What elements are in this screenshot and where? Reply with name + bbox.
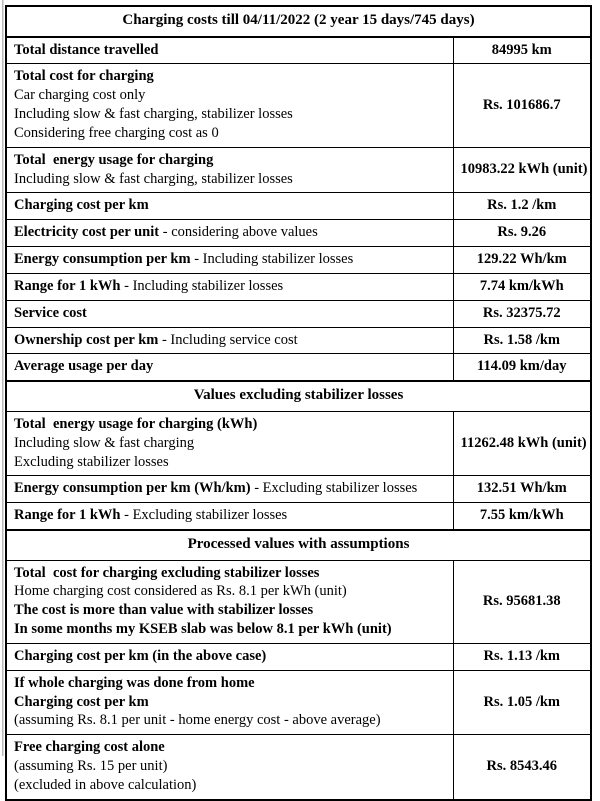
row-label-text: The cost is more than value with stabilizer losses [14, 602, 314, 619]
row-value-cell: 7.55 km/kWh [453, 503, 591, 530]
row-label-text: Charging cost per km (in the above case) [14, 647, 267, 664]
row-label-cell [6, 64, 453, 147]
row-value-cell: Rs. 95681.38 [453, 560, 591, 643]
row-label-line [14, 564, 446, 583]
row-value-cell: 10983.22 kWh (unit) [453, 147, 591, 193]
row-label-text: Including slow & fast charging, stabilizer losses [14, 170, 293, 187]
row-value-cell: 114.09 km/day [453, 354, 591, 381]
row-label-line [14, 693, 446, 712]
row-label-line [14, 67, 446, 86]
row-label-text: Energy consumption per km (Wh/km) [14, 480, 251, 497]
row-label-line [14, 196, 446, 215]
row-label-line [14, 582, 446, 601]
row-label-line [14, 674, 446, 693]
row-label-text: Total energy usage for charging [14, 151, 214, 168]
table-row [6, 735, 591, 800]
row-label-cell [6, 300, 453, 327]
row-label-text: Energy consumption per km [14, 251, 191, 268]
row-label-cell [6, 735, 453, 800]
row-label-text: Excluding stabilizer losses [14, 453, 169, 470]
section-header-row [6, 530, 591, 560]
table-row [6, 643, 591, 670]
row-label-text: - Including stabilizer losses [120, 277, 284, 294]
row-label-line [14, 601, 446, 620]
table-row [6, 670, 591, 735]
section-header-label: Values excluding stabilizer losses [6, 381, 591, 411]
row-label-text: Charging cost per km [14, 693, 149, 710]
table-title-row [6, 6, 591, 37]
row-label-line [14, 776, 446, 795]
row-label-cell [6, 273, 453, 300]
row-label-text: - Excluding stabilizer losses [120, 507, 288, 524]
charging-costs-table [5, 5, 592, 801]
row-label-line [14, 647, 446, 666]
row-label-line [14, 711, 446, 730]
table-row [6, 411, 591, 476]
row-label-text: Including slow & fast charging, stabilizer losses [14, 106, 293, 123]
row-value-cell: 11262.48 kWh (unit) [453, 411, 591, 476]
row-label-line [14, 223, 446, 242]
table-row [6, 560, 591, 643]
table-row [6, 476, 591, 503]
row-label-line [14, 105, 446, 124]
row-label-cell [6, 147, 453, 193]
row-label-cell [6, 411, 453, 476]
row-label-text: (assuming Rs. 15 per unit) [14, 758, 168, 775]
row-label-text: In some months my KSEB slab was below 8.1 per kWh (unit) [14, 621, 392, 638]
row-label-text: Average usage per day [14, 358, 154, 375]
row-label-line [14, 124, 446, 143]
row-label-line [14, 331, 446, 350]
row-label-line [14, 304, 446, 323]
row-value-cell: Rs. 101686.7 [453, 64, 591, 147]
row-label-cell [6, 220, 453, 247]
row-label-cell [6, 327, 453, 354]
row-label-text: Car charging cost only [14, 87, 146, 104]
row-label-text: - Including service cost [158, 331, 298, 348]
table-title: Charging costs till 04/11/2022 (2 year 15 days/745 days) [6, 6, 591, 37]
row-label-cell [6, 643, 453, 670]
row-label-cell [6, 670, 453, 735]
row-label-cell [6, 476, 453, 503]
row-label-text: Electricity cost per unit [14, 224, 160, 241]
row-label-line [14, 41, 446, 60]
row-label-text: - Excluding stabilizer losses [250, 480, 418, 497]
table-row [6, 193, 591, 220]
section-header-row [6, 381, 591, 411]
row-label-line [14, 277, 446, 296]
row-value-cell: 84995 km [453, 37, 591, 64]
row-label-line [14, 151, 446, 170]
row-label-text: - Including stabilizer losses [190, 251, 354, 268]
row-label-cell [6, 503, 453, 530]
row-label-cell [6, 354, 453, 381]
row-label-cell [6, 560, 453, 643]
row-label-line [14, 357, 446, 376]
row-label-line [14, 434, 446, 453]
row-value-cell: Rs. 8543.46 [453, 735, 591, 800]
table-row [6, 37, 591, 64]
table-row [6, 354, 591, 381]
row-label-line [14, 757, 446, 776]
table-row [6, 247, 591, 274]
row-value-cell: 129.22 Wh/km [453, 247, 591, 274]
row-value-cell: Rs. 32375.72 [453, 300, 591, 327]
row-label-text: Ownership cost per km [14, 331, 159, 348]
row-label-text: Charging cost per km [14, 197, 149, 214]
table-row [6, 273, 591, 300]
table-row [6, 300, 591, 327]
row-label-text: Home charging cost considered as Rs. 8.1 per kWh (unit) [14, 583, 347, 600]
row-label-line [14, 86, 446, 105]
row-label-text: Total cost for charging excluding stabilizer losses [14, 564, 320, 581]
row-label-text: Range for 1 kWh [14, 507, 121, 524]
row-value-cell: Rs. 1.13 /km [453, 643, 591, 670]
row-label-cell [6, 193, 453, 220]
table-row [6, 147, 591, 193]
row-label-line [14, 506, 446, 525]
table-row [6, 503, 591, 530]
row-label-line [14, 453, 446, 472]
row-label-text: Including slow & fast charging [14, 434, 195, 451]
section-header-label: Processed values with assumptions [6, 530, 591, 560]
row-label-text: Total distance travelled [14, 41, 159, 58]
table-row [6, 64, 591, 147]
row-label-text: (excluded in above calculation) [14, 776, 197, 793]
row-label-line [14, 170, 446, 189]
row-value-cell: 132.51 Wh/km [453, 476, 591, 503]
row-label-text: If whole charging was done from home [14, 674, 255, 691]
row-value-cell: Rs. 9.26 [453, 220, 591, 247]
row-label-line [14, 479, 446, 498]
row-label-text: Total cost for charging [14, 68, 154, 85]
row-value-cell: Rs. 1.05 /km [453, 670, 591, 735]
row-label-text: (assuming Rs. 8.1 per unit - home energy cost - above average) [14, 712, 381, 729]
row-value-cell: Rs. 1.2 /km [453, 193, 591, 220]
table-row [6, 327, 591, 354]
row-label-cell [6, 247, 453, 274]
row-label-text: - considering above values [159, 224, 318, 241]
row-label-line [14, 250, 446, 269]
row-label-line [14, 738, 446, 757]
row-label-text: Considering free charging cost as 0 [14, 124, 219, 141]
row-value-cell: Rs. 1.58 /km [453, 327, 591, 354]
row-label-text: Service cost [14, 304, 87, 321]
row-label-text: Range for 1 kWh [14, 277, 121, 294]
row-label-text: Free charging cost alone [14, 739, 165, 756]
row-label-text: Total energy usage for charging (kWh) [14, 415, 258, 432]
table-row [6, 220, 591, 247]
row-label-line [14, 620, 446, 639]
page-margin-rule-secondary [3, 0, 4, 756]
row-label-cell [6, 37, 453, 64]
row-label-line [14, 415, 446, 434]
table-body [6, 6, 591, 800]
row-value-cell: 7.74 km/kWh [453, 273, 591, 300]
